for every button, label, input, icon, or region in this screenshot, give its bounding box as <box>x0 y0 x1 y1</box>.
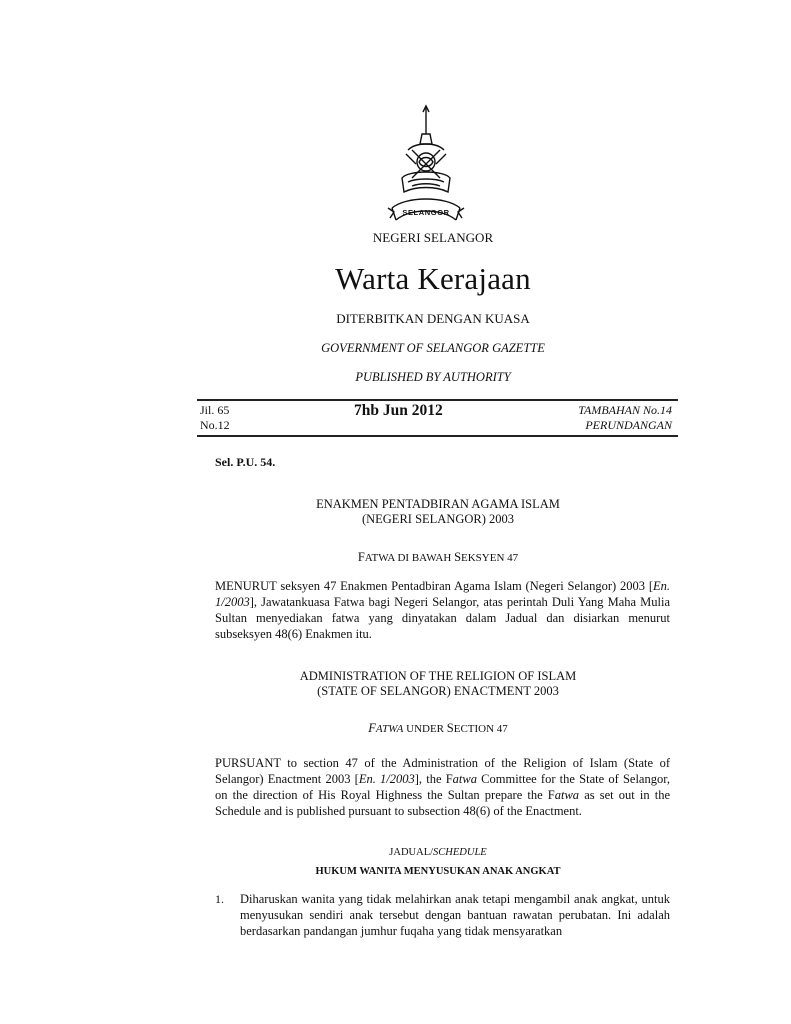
en-enactment-title-line-2: (STATE OF SELANGOR) ENACTMENT 2003 <box>317 684 559 698</box>
state-name: NEGERI SELANGOR <box>372 230 494 245</box>
ms-enactment-title-line-1: ENAKMEN PENTADBIRAN AGAMA ISLAM <box>316 497 560 511</box>
gazette-title: Warta Kerajaan <box>335 261 531 296</box>
en-preamble-paragraph: PURSUANT to section 47 of the Administration of the Religion of Islam (State of Selangor) Enactment 2003 [En. 1/2003], the Fatwa Committee for the State of Selangor, on the direction of His Royal Highness the Sultan prepare the Fatwa as set out in the Schedule and is published pursuant to subsection 48(6) of the Enactment. <box>215 756 671 818</box>
issue-number: No.12 <box>200 418 230 432</box>
selangor-crest-logo <box>386 104 466 228</box>
en-enactment-title-line-1: ADMINISTRATION OF THE RELIGION OF ISLAM <box>299 669 577 683</box>
en-enactment-title <box>0 669 791 699</box>
schedule-label: JADUAL/SCHEDULE <box>389 847 487 858</box>
published-by-authority-ms: DITERBITKAN DENGAN KUASA <box>336 311 530 326</box>
volume-number: Jil. 65 <box>200 403 230 417</box>
ms-enactment-title <box>0 497 791 527</box>
schedule-item-number: 1. <box>215 892 224 906</box>
masthead-top-rule <box>197 399 678 401</box>
document-reference: Sel. P.U. 54. <box>215 455 276 469</box>
published-by-authority-en: PUBLISHED BY AUTHORITY <box>355 370 511 384</box>
ms-enactment-title-line-2: (NEGERI SELANGOR) 2003 <box>361 512 515 526</box>
svg-text:SELANGOR: SELANGOR <box>402 208 450 217</box>
issue-date: 7hb Jun 2012 <box>354 402 443 419</box>
supplement-number: TAMBAHAN No.14 <box>578 403 672 417</box>
en-fatwa-subtitle: FATWA UNDER SECTION 47 <box>368 721 508 735</box>
ms-preamble-paragraph: MENURUT seksyen 47 Enakmen Pentadbiran Agama Islam (Negeri Selangor) 2003 [En. 1/2003], Jawatankuasa Fatwa bagi Negeri Selangor, atas perintah Duli Yang Maha Mulia Sultan menyediakan fatwa yang dinyatakan dalam Jadual dan disiarkan menurut subseksyen 48(6) Enakmen itu. <box>215 579 670 641</box>
schedule-heading: HUKUM WANITA MENYUSUKAN ANAK ANGKAT <box>315 866 561 877</box>
ms-fatwa-subtitle: FATWA DI BAWAH SEKSYEN 47 <box>357 550 519 564</box>
supplement-category: PERUNDANGAN <box>585 418 672 432</box>
gazette-name-en: GOVERNMENT OF SELANGOR GAZETTE <box>321 341 545 355</box>
schedule-item-text: Diharuskan wanita yang tidak melahirkan anak tetapi mengambil anak angkat, untuk menyusukan sendiri anak tersebut dengan bantuan rawatan perubatan. Ini adalah berdasarkan pandangan jumhur fuqaha yang tidak mensyaratkan <box>240 892 670 938</box>
masthead-bottom-rule <box>197 435 678 437</box>
